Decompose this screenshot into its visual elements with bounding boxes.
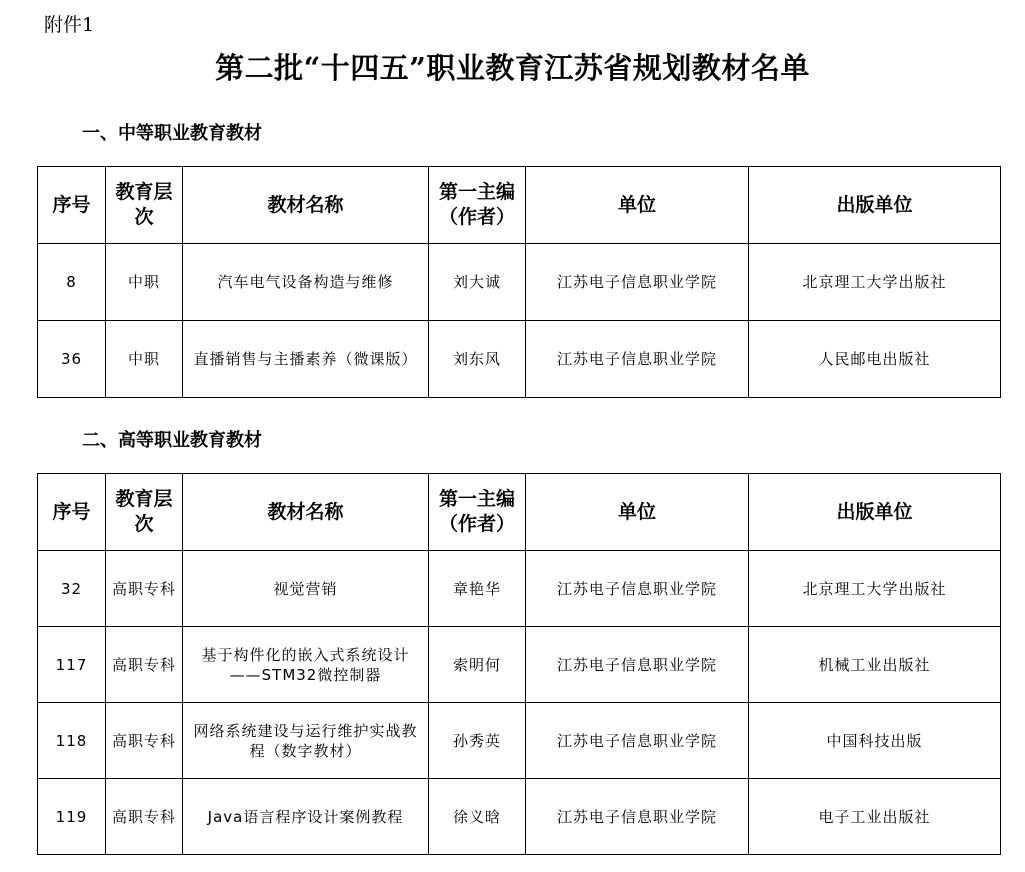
table-row xyxy=(38,551,1001,627)
header-author: 第一主编（作者） xyxy=(429,474,526,551)
higher-textbook-table xyxy=(37,473,1001,855)
header-level: 教育层次 xyxy=(106,167,183,244)
cell-publisher: 机械工业出版社 xyxy=(749,627,1001,703)
section-heading-higher: 二、高等职业教育教材 xyxy=(82,430,262,451)
attachment-label: 附件1 xyxy=(44,14,95,36)
cell-author: 徐义晗 xyxy=(429,779,526,855)
table-row xyxy=(38,779,1001,855)
header-unit: 单位 xyxy=(526,167,749,244)
cell-no: 8 xyxy=(38,244,106,321)
cell-author: 孙秀英 xyxy=(429,703,526,779)
cell-publisher: 人民邮电出版社 xyxy=(749,321,1001,398)
cell-unit: 江苏电子信息职业学院 xyxy=(526,244,749,321)
cell-no: 117 xyxy=(38,627,106,703)
section-heading-secondary: 一、中等职业教育教材 xyxy=(82,123,262,144)
header-level: 教育层次 xyxy=(106,474,183,551)
cell-unit: 江苏电子信息职业学院 xyxy=(526,703,749,779)
cell-level: 高职专科 xyxy=(106,703,183,779)
cell-title: 视觉营销 xyxy=(183,551,429,627)
cell-unit: 江苏电子信息职业学院 xyxy=(526,551,749,627)
header-title: 教材名称 xyxy=(183,167,429,244)
table-header-row xyxy=(38,167,1001,244)
cell-unit: 江苏电子信息职业学院 xyxy=(526,627,749,703)
header-no: 序号 xyxy=(38,474,106,551)
cell-author: 章艳华 xyxy=(429,551,526,627)
cell-publisher: 电子工业出版社 xyxy=(749,779,1001,855)
table-row xyxy=(38,244,1001,321)
header-author: 第一主编（作者） xyxy=(429,167,526,244)
table-row xyxy=(38,321,1001,398)
cell-title: Java语言程序设计案例教程 xyxy=(183,779,429,855)
page-title: 第二批“十四五”职业教育江苏省规划教材名单 xyxy=(215,51,810,85)
table-header-row xyxy=(38,474,1001,551)
header-publisher: 出版单位 xyxy=(749,167,1001,244)
cell-level: 高职专科 xyxy=(106,551,183,627)
cell-no: 119 xyxy=(38,779,106,855)
cell-unit: 江苏电子信息职业学院 xyxy=(526,779,749,855)
table-row xyxy=(38,627,1001,703)
cell-author: 索明何 xyxy=(429,627,526,703)
cell-publisher: 中国科技出版 xyxy=(749,703,1001,779)
header-unit: 单位 xyxy=(526,474,749,551)
cell-no: 36 xyxy=(38,321,106,398)
table-row xyxy=(38,703,1001,779)
cell-level: 高职专科 xyxy=(106,779,183,855)
cell-publisher: 北京理工大学出版社 xyxy=(749,551,1001,627)
secondary-textbook-table xyxy=(37,166,1001,398)
cell-title: 网络系统建设与运行维护实战教程（数字教材） xyxy=(183,703,429,779)
cell-title: 基于构件化的嵌入式系统设计——STM32微控制器 xyxy=(183,627,429,703)
cell-author: 刘大诚 xyxy=(429,244,526,321)
cell-title: 直播销售与主播素养（微课版） xyxy=(183,321,429,398)
header-title: 教材名称 xyxy=(183,474,429,551)
cell-author: 刘东风 xyxy=(429,321,526,398)
cell-level: 高职专科 xyxy=(106,627,183,703)
header-no: 序号 xyxy=(38,167,106,244)
cell-level: 中职 xyxy=(106,321,183,398)
cell-no: 32 xyxy=(38,551,106,627)
cell-no: 118 xyxy=(38,703,106,779)
cell-level: 中职 xyxy=(106,244,183,321)
header-publisher: 出版单位 xyxy=(749,474,1001,551)
cell-title: 汽车电气设备构造与维修 xyxy=(183,244,429,321)
cell-publisher: 北京理工大学出版社 xyxy=(749,244,1001,321)
cell-unit: 江苏电子信息职业学院 xyxy=(526,321,749,398)
